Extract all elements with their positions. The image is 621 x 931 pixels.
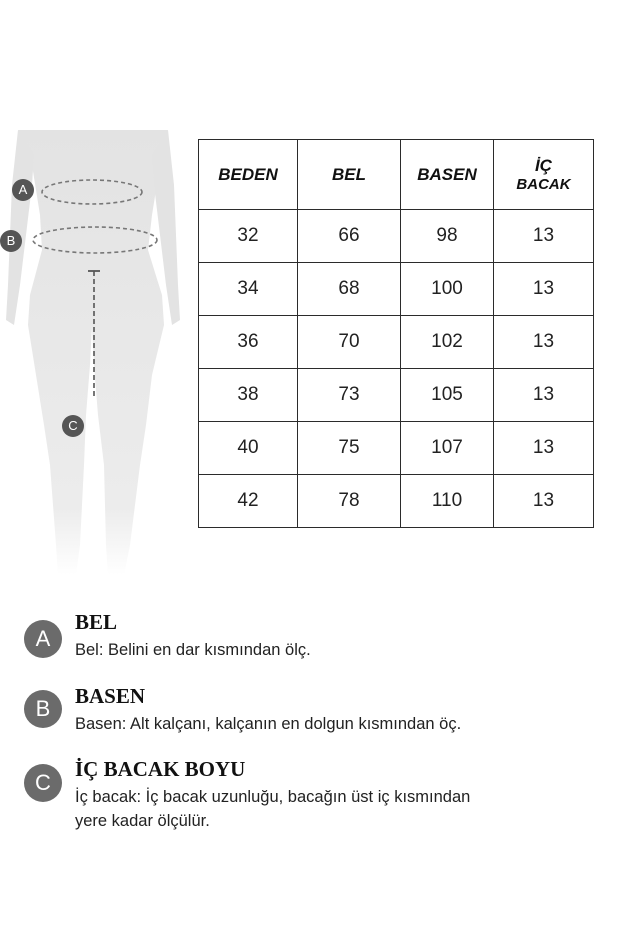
cell-beden: 38 — [199, 369, 298, 422]
legend-badge-b: B — [24, 690, 62, 728]
cell-bel: 70 — [298, 316, 401, 369]
marker-a-badge: A — [12, 179, 34, 201]
cell-basen: 102 — [401, 316, 494, 369]
cell-ic-bacak: 13 — [494, 475, 594, 528]
table-row — [199, 369, 594, 422]
header-ic-bacak-line1: İÇ — [535, 156, 552, 175]
cell-beden: 34 — [199, 263, 298, 316]
legend-desc-ic-bacak-line2: yere kadar ölçülür. — [75, 812, 210, 830]
legend-title-basen: BASEN — [75, 684, 146, 708]
cell-ic-bacak: 13 — [494, 422, 594, 475]
table-row — [199, 422, 594, 475]
cell-beden: 42 — [199, 475, 298, 528]
body-silhouette-figure — [0, 125, 190, 585]
legend-desc-ic-bacak-line1: İç bacak: İç bacak uzunluğu, bacağın üst iç kısmından — [75, 788, 471, 806]
table-row — [199, 210, 594, 263]
cell-basen: 107 — [401, 422, 494, 475]
legend-desc-bel: Bel: Belini en dar kısmından ölç. — [75, 641, 311, 659]
legend-badge-a: A — [24, 620, 62, 658]
marker-c-badge: C — [62, 415, 84, 437]
header-ic-bacak-line2: BACAK — [516, 176, 571, 193]
legend-title-bel: BEL — [75, 610, 118, 634]
legend-item-bel — [22, 610, 582, 670]
cell-bel: 68 — [298, 263, 401, 316]
cell-bel: 73 — [298, 369, 401, 422]
cell-basen: 110 — [401, 475, 494, 528]
cell-beden: 32 — [199, 210, 298, 263]
header-bel: BEL — [298, 140, 401, 210]
header-ic-bacak — [494, 140, 594, 210]
silhouette-left-arm — [6, 130, 34, 325]
marker-b-badge: B — [0, 230, 22, 252]
legend-item-basen — [22, 684, 582, 744]
legend-item-ic-bacak — [22, 757, 582, 837]
cell-bel: 75 — [298, 422, 401, 475]
header-beden: BEDEN — [199, 140, 298, 210]
cell-basen: 100 — [401, 263, 494, 316]
size-table — [198, 139, 594, 528]
header-basen: BASEN — [401, 140, 494, 210]
silhouette-body — [18, 130, 168, 575]
legend-badge-c: C — [24, 764, 62, 802]
cell-beden: 40 — [199, 422, 298, 475]
cell-beden: 36 — [199, 316, 298, 369]
table-row — [199, 475, 594, 528]
legend-desc-basen: Basen: Alt kalçanı, kalçanın en dolgun kısmından öç. — [75, 715, 462, 733]
cell-ic-bacak: 13 — [494, 210, 594, 263]
legend-title-ic-bacak: İÇ BACAK BOYU — [75, 757, 246, 781]
cell-basen: 98 — [401, 210, 494, 263]
size-table-container — [198, 139, 593, 524]
cell-ic-bacak: 13 — [494, 316, 594, 369]
cell-ic-bacak: 13 — [494, 369, 594, 422]
cell-bel: 66 — [298, 210, 401, 263]
cell-ic-bacak: 13 — [494, 263, 594, 316]
table-header-row — [199, 140, 594, 210]
table-row — [199, 316, 594, 369]
cell-bel: 78 — [298, 475, 401, 528]
legend-desc-ic-bacak — [75, 785, 545, 833]
table-row — [199, 263, 594, 316]
cell-basen: 105 — [401, 369, 494, 422]
